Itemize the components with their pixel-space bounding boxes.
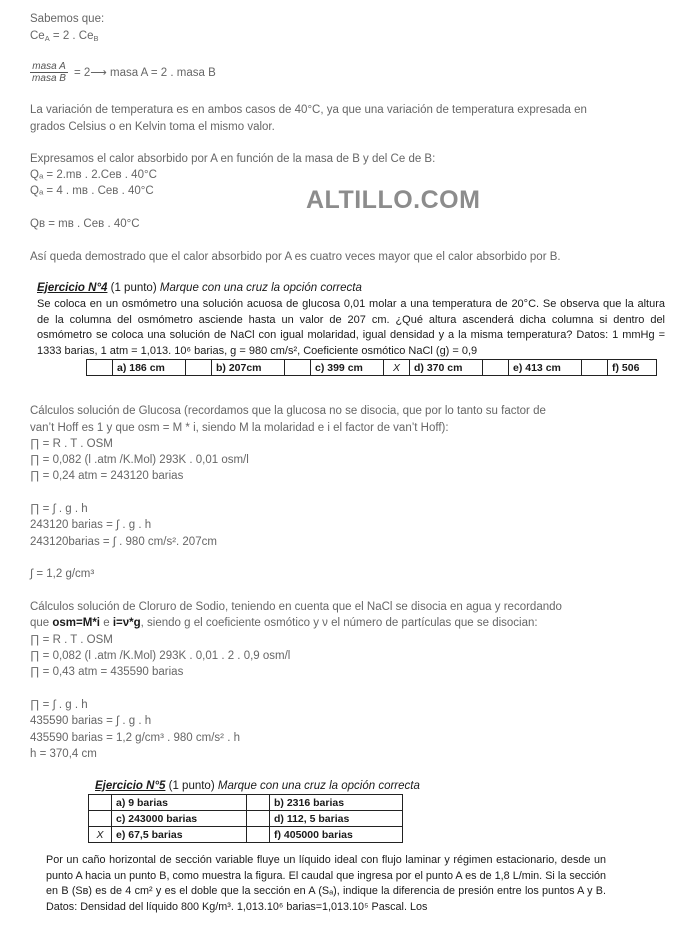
ex5-option-f[interactable]: f) 405000 barias: [270, 827, 403, 843]
ex4-mark-e[interactable]: [483, 360, 509, 376]
ex5-mark-d[interactable]: [247, 811, 270, 827]
nacl-line-9: h = 370,4 cm: [30, 748, 97, 760]
nacl-line-6: ∏ = ∫ . g . h: [30, 699, 88, 711]
ex5-mark-e[interactable]: X: [89, 827, 112, 843]
ex5-mark-f[interactable]: [247, 827, 270, 843]
ex4-options-table: [86, 359, 657, 376]
ex4-title: Ejercicio N°4 (1 punto) Marque con una cruz la opción correcta: [37, 282, 362, 294]
ex5-mark-a[interactable]: [89, 795, 112, 811]
ex4-mark-a[interactable]: [87, 360, 113, 376]
ex4-statement: Se coloca en un osmómetro una solución acuosa de glucosa 0,01 molar a una temperatura de 20°C. Se observa que la altura de la columna del osmómetro asciende hasta un valor de 207 cm. ¿Qué altura ascenderá dicha columna si dentro del osmómetro se coloca una solución de NaCl con igual molaridad, igual densidad y a la misma temperatura? Datos: 1 mmHg = 1333 barias, 1 atm = 1,013. 10⁶ barias, g = 980 cm/s², Coeficiente osmótico NaCl (g) = 0,9: [37, 298, 665, 357]
ex5-statement: Por un caño horizontal de sección variable fluye un líquido ideal con flujo laminar y régimen estacionario, desde un punto A hacia un punto B, como muestra la figura. El caudal que ingresa por el punto A es de 1,8 L/min. Si la sección en B (Sʙ) es de 4 cm² y es el doble que la sección en A (Sₐ), indique la diferencia de presión entre los puntos A y B. Datos: Densidad del líquido 800 Kg/m³. 1,013.10⁶ barias=1,013.10⁵ Pascal. Los: [46, 854, 606, 913]
glucosa-line-1: Cálculos solución de Glucosa (recordamos que la glucosa no se disocia, que por lo tanto su factor de: [30, 405, 546, 417]
glucosa-line-8: 243120barias = ∫ . 980 cm/s². 207cm: [30, 536, 217, 548]
nacl-line-7: 435590 barias = ∫ . g . h: [30, 715, 152, 727]
ex4-option-e[interactable]: e) 413 cm: [509, 360, 582, 376]
ex4-option-f[interactable]: f) 506: [608, 360, 657, 376]
ex5-option-b[interactable]: b) 2316 barias: [270, 795, 403, 811]
glucosa-line-4: ∏ = 0,082 (l .atm /K.Mol) 293K . 0,01 osm/l: [30, 454, 249, 466]
glucosa-line-5: ∏ = 0,24 atm = 243120 barias: [30, 470, 184, 482]
ex5-option-d[interactable]: d) 112, 5 barias: [270, 811, 403, 827]
ex4-mark-c[interactable]: [285, 360, 311, 376]
calor-line: Expresamos el calor absorbido por A en función de la masa de B y del Ce de B:: [30, 153, 436, 165]
temp-line-2: grados Celsius o en Kelvin toma el mismo valor.: [30, 121, 275, 133]
glucosa-line-6: ∏ = ∫ . g . h: [30, 503, 88, 515]
temp-line-1: La variación de temperatura es en ambos casos de 40°C, ya que una variación de temperatura expresada en: [30, 104, 587, 116]
ex4-option-c[interactable]: c) 399 cm: [311, 360, 384, 376]
conclusion-line: Así queda demostrado que el calor absorbido por A es cuatro veces mayor que el calor absorbido por B.: [30, 251, 561, 263]
ex4-option-d[interactable]: d) 370 cm: [410, 360, 483, 376]
intro-line-ce: $Ce_A = 2$ . $Ce_B$: [30, 30, 99, 43]
nacl-line-4: ∏ = 0,082 (l .atm /K.Mol) 293K . 0,01 . 2 . 0,9 osm/l: [30, 650, 291, 662]
nacl-line-2: que osm=M*i e i=ν*g, siendo g el coeficiente osmótico y ν el número de partículas que se disocian:: [30, 617, 538, 629]
ex5-mark-b[interactable]: [247, 795, 270, 811]
nacl-line-5: ∏ = 0,43 atm = 435590 barias: [30, 666, 184, 678]
nacl-line-1: Cálculos solución de Cloruro de Sodio, teniendo en cuenta que el NaCl se disocia en agua y recordando: [30, 601, 562, 613]
ex5-option-e[interactable]: e) 67,5 barias: [112, 827, 247, 843]
glucosa-line-3: ∏ = R . T . OSM: [30, 438, 113, 450]
ex4-mark-d[interactable]: X: [384, 360, 410, 376]
glucosa-line-2: van’t Hoff es 1 y que osm = M * i, siendo M la molaridad e i el factor de van’t Hoff):: [30, 422, 449, 434]
ex5-option-c[interactable]: c) 243000 barias: [112, 811, 247, 827]
nacl-line-8: 435590 barias = 1,2 g/cm³ . 980 cm/s² . h: [30, 732, 240, 744]
qa-line-2: Qₐ = 4 . mʙ . Ceʙ . 40°C: [30, 185, 154, 197]
mass-fraction: masa A masa B: [30, 61, 68, 84]
qa-line-1: Qₐ = 2.mʙ . 2.Ceʙ . 40°C: [30, 169, 157, 181]
ex4-mark-b[interactable]: [186, 360, 212, 376]
ex4-option-a[interactable]: a) 186 cm: [113, 360, 186, 376]
nacl-line-3: ∏ = R . T . OSM: [30, 634, 113, 646]
ex5-title: Ejercicio N°5 (1 punto) Marque con una cruz la opción correcta: [95, 780, 420, 792]
ex4-option-b[interactable]: b) 207cm: [212, 360, 285, 376]
qb-line: Qʙ = mʙ . Ceʙ . 40°C: [30, 218, 140, 230]
glucosa-line-9: ∫ = 1,2 g/cm³: [30, 568, 95, 580]
ex4-mark-f[interactable]: [582, 360, 608, 376]
altillo-watermark: ALTILLO.COM: [306, 186, 481, 214]
ex5-option-a[interactable]: a) 9 barias: [112, 795, 247, 811]
ex5-mark-c[interactable]: [89, 811, 112, 827]
mass-relation: = 2⟶ masa A = 2 . masa B: [74, 67, 216, 79]
intro-line-1: Sabemos que:: [30, 13, 105, 25]
glucosa-line-7: 243120 barias = ∫ . g . h: [30, 519, 152, 531]
ex5-options-table: [88, 794, 403, 843]
